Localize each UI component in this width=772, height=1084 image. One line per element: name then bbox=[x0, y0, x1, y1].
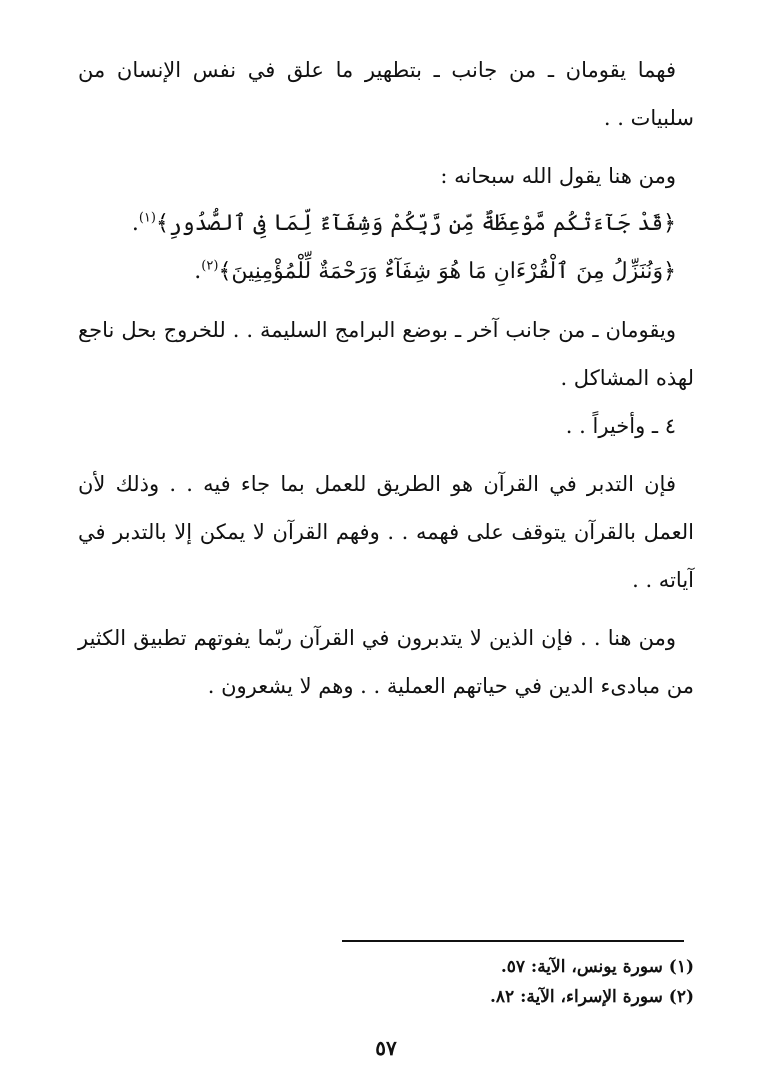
verse-text: قَدْ جَآءَتْكُم مَّوْعِظَةٌ مِّن رَّبِّكُمْ وَشِفَآءٌ لِّمَا فِى ٱلصُّدُورِ bbox=[168, 211, 664, 236]
paragraph-2: ومن هنا يقول الله سبحانه : bbox=[440, 164, 676, 188]
verse-text: وَنُنَزِّلُ مِنَ ٱلْقُرْءَانِ مَا هُوَ شِفَآءٌ وَرَحْمَةٌ لِّلْمُؤْمِنِينَ bbox=[231, 259, 664, 284]
verse-close-bracket: ﴾ bbox=[218, 259, 232, 284]
verse-open-bracket: ﴿ bbox=[663, 259, 676, 284]
paragraph-5: فإن التدبر في القرآن هو الطريق للعمل بما جاء فيه . . وذلك لأن العمل بالقرآن يتوقف على فهمه . . وفهم القرآن لا يمكن إلا بالتدبر في آياته . . bbox=[78, 472, 694, 592]
paragraph-1: فهما يقومان ـ من جانب ـ بتطهير ما علق في نفس الإنسان من سلبيات . . bbox=[78, 58, 694, 130]
footnote-1: (١) سورة يونس، الآية: ٥٧. bbox=[500, 957, 694, 977]
verse-open-bracket: ﴿ bbox=[663, 211, 676, 236]
footnote-ref: (١) bbox=[138, 210, 156, 226]
verse-end: . bbox=[194, 259, 202, 284]
footnote-divider bbox=[342, 940, 684, 942]
quran-verse-1 bbox=[78, 200, 694, 248]
footnotes bbox=[490, 952, 694, 1012]
body-text bbox=[78, 46, 694, 710]
footnote-ref: (٢) bbox=[201, 258, 219, 274]
footnote-2: (٢) سورة الإسراء، الآية: ٨٢. bbox=[489, 987, 694, 1007]
paragraph-6: ومن هنا . . فإن الذين لا يتدبرون في القرآن ربّما يفوتهم تطبيق الكثير من مبادىء الدين في حياتهم العملية . . وهم لا يشعرون . bbox=[78, 626, 694, 698]
section-heading-4: ٤ ـ وأخيراً . . bbox=[565, 414, 676, 438]
quran-verse-2 bbox=[78, 248, 694, 296]
verse-close-bracket: ﴾ bbox=[155, 211, 169, 236]
page-number: ٥٧ bbox=[375, 1036, 397, 1060]
verse-end: . bbox=[131, 211, 139, 236]
paragraph-3: ويقومان ـ من جانب آخر ـ بوضع البرامج السليمة . . للخروج بحل ناجع لهذه المشاكل . bbox=[78, 318, 694, 390]
